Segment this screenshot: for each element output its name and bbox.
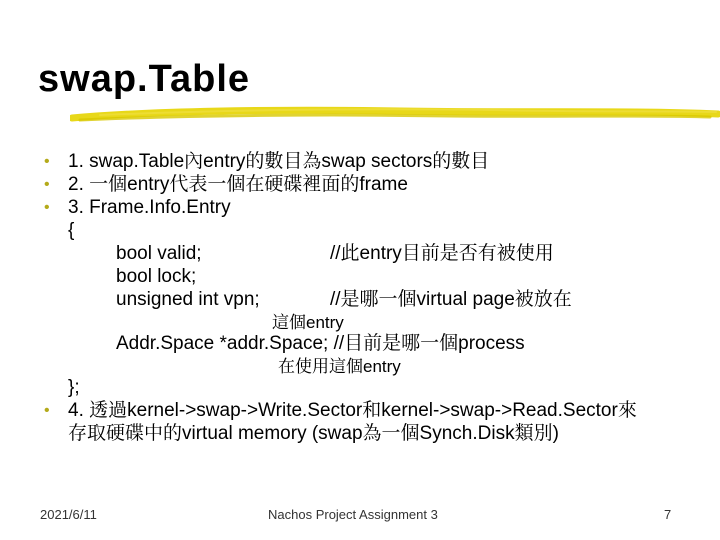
code-line [44, 332, 704, 355]
list-item [44, 399, 704, 422]
code-line [44, 311, 704, 332]
slide-title: swap.Table [38, 58, 251, 100]
footer-title: Nachos Project Assignment 3 [268, 507, 438, 522]
code-comment: //此entry目前是否有被使用 [330, 243, 554, 264]
bullet-icon: • [44, 402, 50, 419]
code-line [44, 355, 704, 376]
item-text: 2. 一個entry代表一個在硬碟裡面的frame [68, 174, 408, 195]
code-line [44, 265, 704, 288]
bullet-icon: • [44, 199, 50, 216]
list-item-continued [44, 422, 704, 445]
footer-date: 2021/6/11 [40, 507, 97, 522]
page-number: 7 [664, 507, 672, 522]
bullet-icon: • [44, 153, 50, 170]
title-highlight-stroke [70, 105, 720, 127]
item-text: 存取硬碟中的virtual memory (swap為一個Synch.Disk類別) [68, 423, 559, 444]
code-open-brace: { [68, 220, 75, 241]
item-text: 1. swap.Table內entry的數目為swap sectors的數目 [68, 151, 490, 172]
slide-body [44, 150, 704, 445]
bullet-icon: • [44, 176, 50, 193]
item-text: 3. Frame.Info.Entry [68, 197, 231, 218]
code-line [44, 242, 704, 265]
code-comment: //是哪一個virtual page被放在 [330, 289, 572, 310]
code-decl: bool valid; [116, 243, 202, 264]
code-comment-continued: 這個entry [272, 313, 344, 332]
code-decl: Addr.Space *addr.Space; //目前是哪一個process [116, 333, 525, 354]
code-close-brace: }; [68, 377, 80, 398]
code-decl: bool lock; [116, 266, 197, 287]
list-item [44, 173, 704, 196]
code-line [44, 376, 704, 399]
code-comment-continued: 在使用這個entry [278, 357, 401, 376]
list-item [44, 150, 704, 173]
code-decl: unsigned int vpn; [116, 289, 260, 310]
list-item [44, 196, 704, 219]
item-text: 4. 透過kernel->swap->Write.Sector和kernel->swap->Read.Sector來 [68, 400, 637, 421]
code-line [44, 288, 704, 311]
code-line [44, 219, 704, 242]
